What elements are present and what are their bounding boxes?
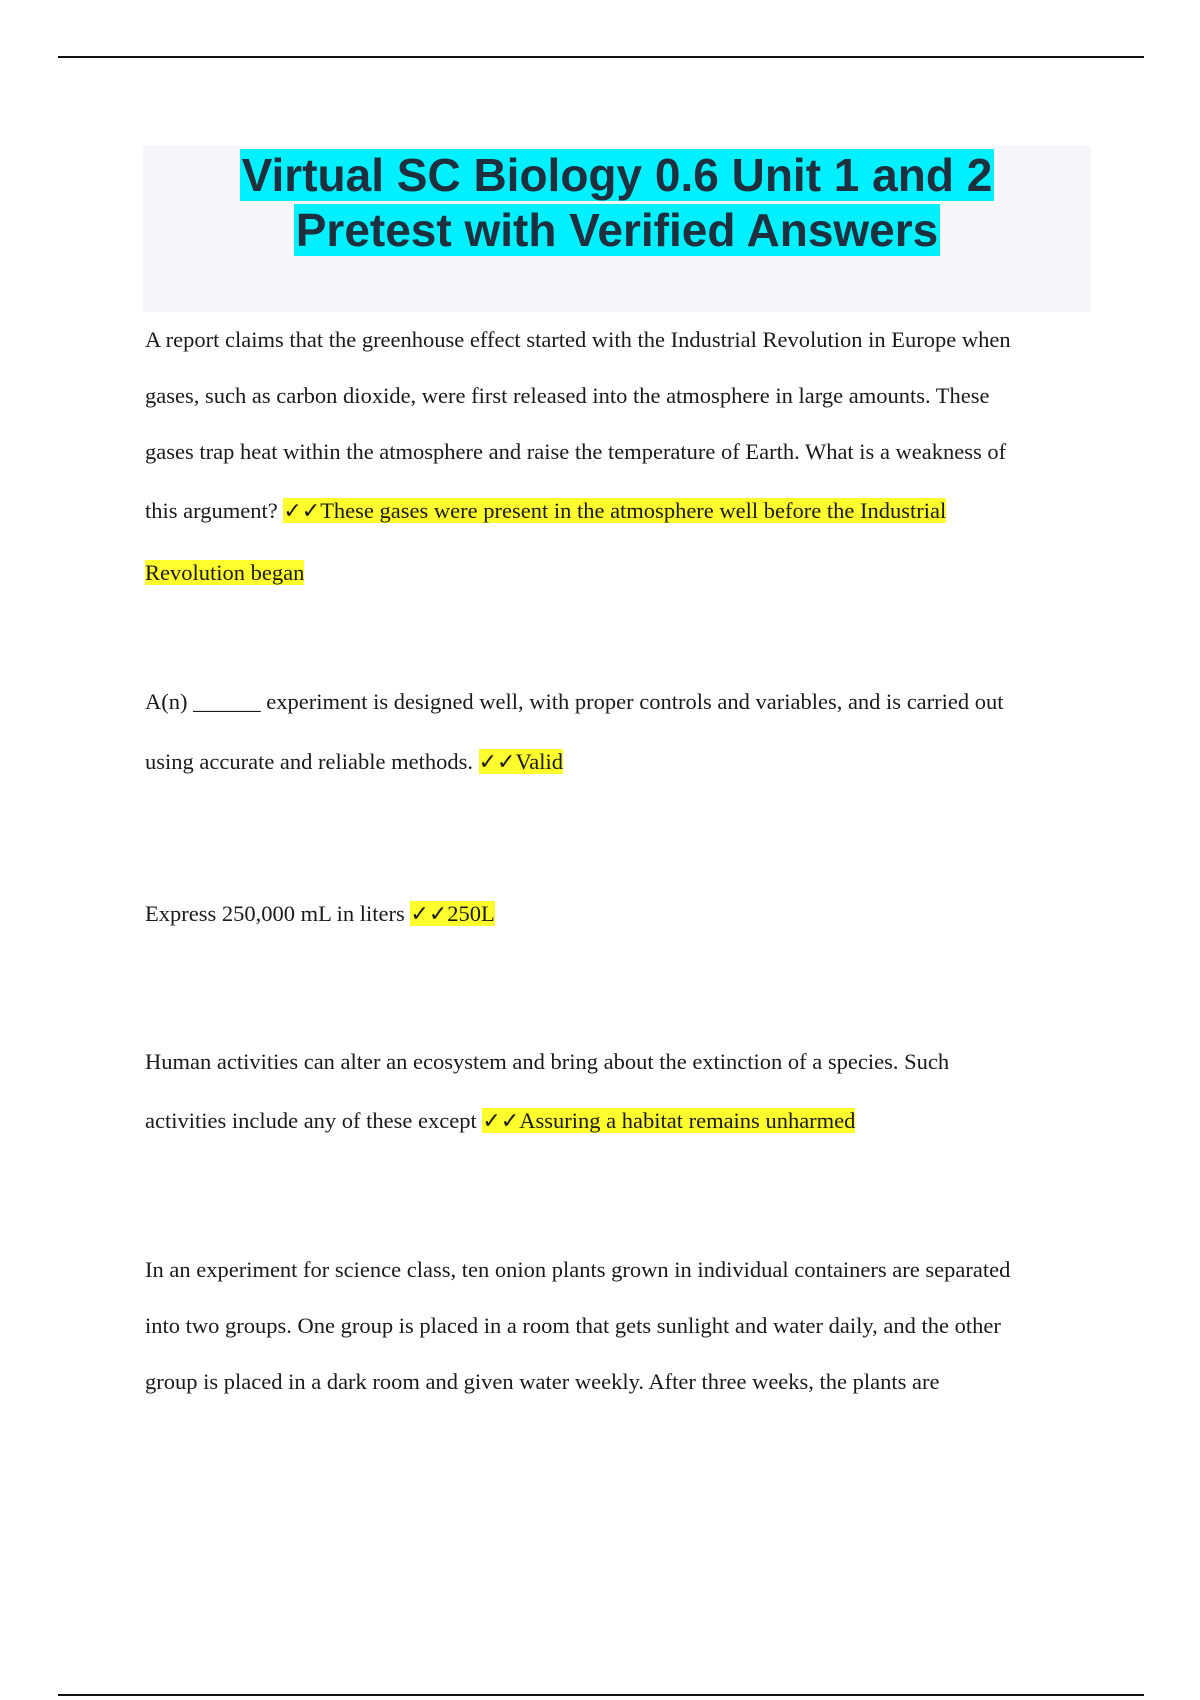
- question-text-line: A report claims that the greenhouse effect started with the Industrial Revolution in Europe when: [145, 327, 1011, 352]
- title-line-1: Virtual SC Biology 0.6 Unit 1 and 2: [241, 149, 993, 201]
- question-3: [145, 884, 1090, 945]
- answer-highlight: [283, 498, 946, 523]
- question-1: [145, 312, 1090, 603]
- answer-text: 250L: [447, 901, 495, 926]
- question-text-line: activities include any of these except: [145, 1108, 477, 1133]
- answer-highlight: [482, 1108, 855, 1133]
- answer-text: Assuring a habitat remains unharmed: [519, 1108, 856, 1133]
- question-text-line: A(n) ______ experiment is designed well, with proper controls and variables, and is carried out: [145, 689, 1004, 714]
- bottom-rule: [58, 1694, 1144, 1696]
- question-text-line: group is placed in a dark room and given water weekly. After three weeks, the plants are: [145, 1369, 940, 1394]
- question-text-line: Human activities can alter an ecosystem and bring about the extinction of a species. Such: [145, 1049, 950, 1074]
- top-rule: [58, 56, 1144, 58]
- double-check-icon: ✓✓: [283, 499, 321, 524]
- title-line-2: Pretest with Verified Answers: [295, 204, 939, 256]
- question-text-line: using accurate and reliable methods.: [145, 749, 473, 774]
- document-title-box: [143, 146, 1091, 312]
- question-text-line: gases, such as carbon dioxide, were first released into the atmosphere in large amounts. These: [145, 383, 990, 408]
- answer-text: These gases were present in the atmosphere well before the Industrial: [320, 498, 947, 523]
- question-text-line: In an experiment for science class, ten onion plants grown in individual containers are separated: [145, 1257, 1011, 1282]
- answer-highlight: Revolution began: [145, 560, 305, 585]
- document-title: [240, 148, 995, 258]
- question-5: [145, 1242, 1090, 1410]
- question-2: [145, 672, 1090, 793]
- double-check-icon: ✓✓: [478, 750, 516, 775]
- question-text-line: Express 250,000 mL in liters: [145, 901, 405, 926]
- question-text-line: into two groups. One group is placed in a room that gets sunlight and water daily, and the other: [145, 1313, 1001, 1338]
- double-check-icon: ✓✓: [410, 902, 448, 927]
- question-text-line: gases trap heat within the atmosphere and raise the temperature of Earth. What is a weakness of: [145, 439, 1007, 464]
- question-text-line: this argument?: [145, 498, 278, 523]
- question-4: [145, 1032, 1090, 1151]
- answer-highlight: [479, 749, 563, 774]
- answer-highlight: [410, 901, 494, 926]
- double-check-icon: ✓✓: [482, 1109, 520, 1134]
- answer-text: Valid: [515, 749, 563, 774]
